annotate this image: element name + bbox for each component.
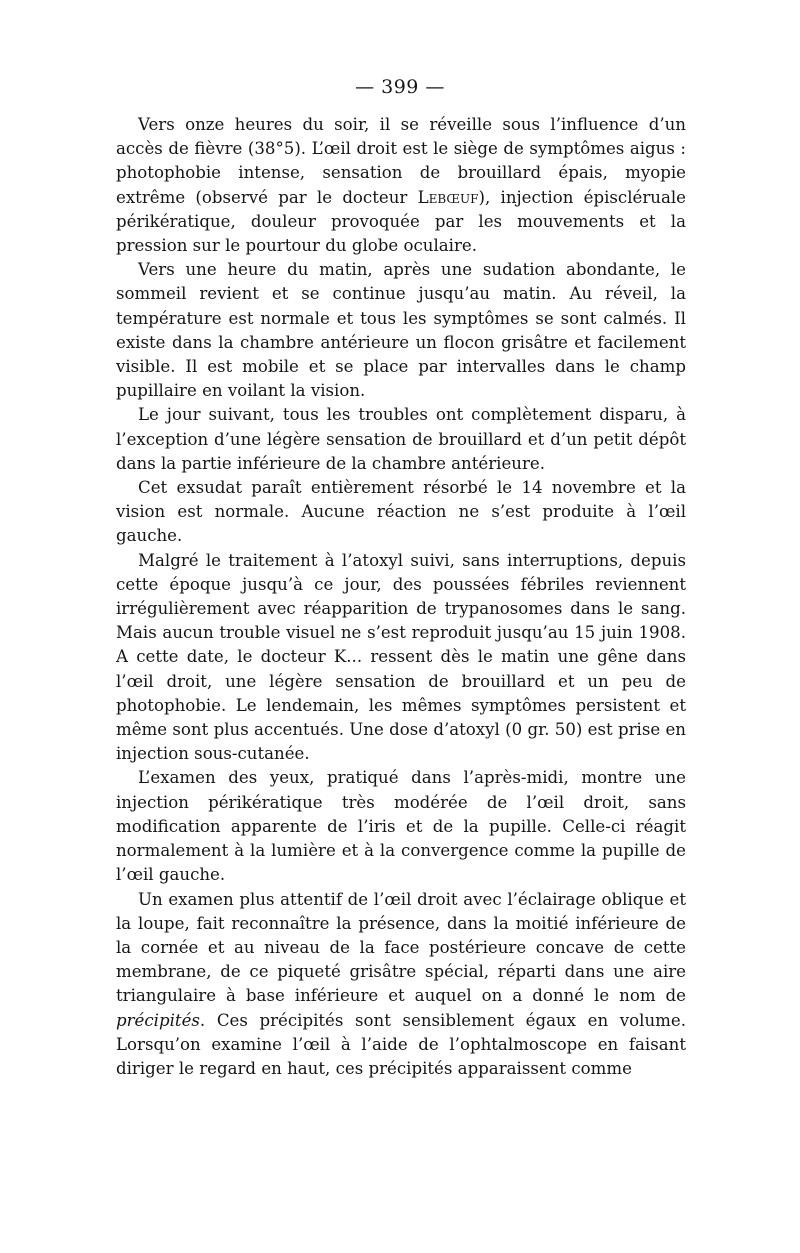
paragraph-5: Malgré le traitement à l’atoxyl suivi, sans interruptions, depuis cette époque jusqu’à ce jour, des poussées fébriles reviennent irrégulièrement avec réapparition de trypanosomes dans le sang. Mais aucun trouble visuel ne s’est reproduit jusqu’au 15 juin 1908. A cette date, le docteur K... ressent dès le matin une gêne dans l’œil droit, une légère sensation de brouillard et un peu de photophobie. Le lendemain, les mêmes symptômes persistent et même sont plus accentués. Une dose d’atoxyl (0 gr. 50) est prise en injection sous-cutanée.: [116, 550, 686, 764]
paragraph-2: Vers une heure du matin, après une sudation abondante, le sommeil revient et se continue jusqu’au matin. Au réveil, la température est normale et tous les symptômes se sont calmés. Il existe dans la chambre antérieure un flocon grisâtre et facilement visible. Il est mobile et se place par intervalles dans le champ pupillaire en voilant la vision.: [116, 260, 686, 401]
paragraph-3: Le jour suivant, tous les troubles ont complètement disparu, à l’exception d’une légère sensation de brouillard et d’un petit dépôt dans la partie inférieure de la chambre antérieure.: [116, 405, 686, 473]
term-precipites: précipités: [116, 1010, 200, 1030]
paragraph-7: [116, 888, 686, 1082]
paragraph-6: L’examen des yeux, pratiqué dans l’après-midi, montre une injection périkératique très modérée de l’œil droit, sans modification apparente de l’iris et de la pupille. Celle-ci réagit normalement à la lumière et à la convergence comme la pupille de l’œil gauche.: [116, 768, 686, 885]
paragraph-7-text-b: . Ces précipités sont sensiblement égaux en volume. Lorsqu’on examine l’œil à l’aide de l’ophtalmoscope en faisant diriger le regard en haut, ces précipités apparaissent comme: [116, 1010, 686, 1078]
paragraph-1-text-a: Vers onze heures du soir, il se réveille sous l’influence d’un accès de fièvre (38°5). L’œil droit est le siège de symptômes aigus : photophobie intense, sensation de brouillard épais, myopie extrême (observé par le docteur: [116, 115, 686, 207]
paragraph-1: [116, 113, 686, 258]
body-text: [116, 113, 686, 1081]
author-name-leboeuf: Lebœuf: [417, 187, 479, 207]
paragraph-7-text-a: Un examen plus attentif de l’œil droit avec l’éclairage oblique et la loupe, fait reconnaître la présence, dans la moitié inférieure de la cornée et au niveau de la face postérieure concave de cette membrane, de ce piqueté grisâtre spécial, réparti dans une aire triangulaire à base inférieure et auquel on a donné le nom de: [116, 889, 686, 1006]
paragraph-1-text-b: ), injection épiscléruale périkératique, douleur provoquée par les mouvements et la pression sur le pourtour du globe oculaire.: [116, 187, 686, 256]
paragraph-4: Cet exsudat paraît entièrement résorbé le 14 novembre et la vision est normale. Aucune réaction ne s’est produite à l’œil gauche.: [116, 478, 686, 546]
page-number: — 399 —: [355, 76, 445, 98]
